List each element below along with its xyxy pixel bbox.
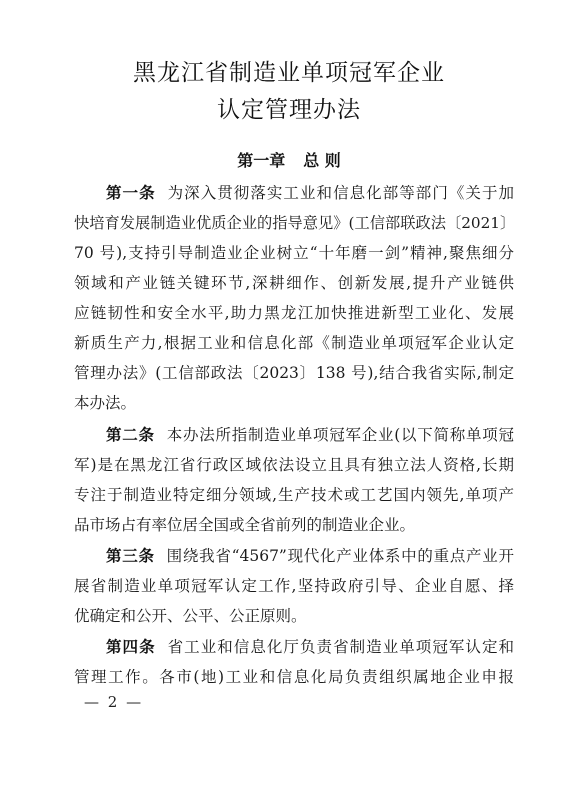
article-3-label: 第三条 — [106, 547, 155, 565]
article-2-label: 第二条 — [106, 426, 155, 444]
article-1-line-8: 本办法。 — [74, 394, 137, 412]
article-4-line-2: 管理工作。各市(地)工业和信息化局负责组织属地企业申报 — [74, 668, 514, 686]
article-1-text-1: 为深入贯彻落实工业和信息化部等部门《关于加 — [167, 184, 514, 202]
article-1-line-2: 快培育发展制造业优质企业的指导意见》(工信部联政法〔2021〕 — [74, 214, 516, 232]
chapter-number: 第一章 — [237, 151, 286, 170]
article-1-line-5: 应链韧性和安全水平,助力黑龙江加快推进新型工业化、发展 — [74, 304, 514, 322]
article-1-line-3: 70 号),支持引导制造业企业树立“十年磨一剑”精神,聚焦细分 — [74, 244, 514, 262]
document-title-line-1: 黑龙江省制造业单项冠军企业 — [133, 60, 445, 86]
article-2-line-4: 品市场占有率位居全国或全省前列的制造业企业。 — [74, 516, 416, 534]
article-4-label: 第四条 — [106, 638, 156, 656]
article-1-label: 第一条 — [106, 184, 156, 202]
article-3-line-1 — [106, 541, 514, 571]
article-2-line-2: 军)是在黑龙江省行政区域依法设立且具有独立法人资格,长期 — [74, 456, 514, 474]
article-2-line-3: 专注于制造业特定细分领域,生产技术或工艺国内领先,单项产 — [74, 486, 514, 504]
article-3-line-3: 优确定和公开、公平、公正原则。 — [74, 607, 307, 625]
article-3-line-2: 展省制造业单项冠军认定工作,坚持政府引导、企业自愿、择 — [74, 577, 514, 595]
page-number: — 2 — — [84, 693, 144, 711]
article-1-line-7: 管理办法》(工信部政法〔2023〕138 号),结合我省实际,制定 — [74, 364, 514, 382]
chapter-name: 总 则 — [303, 151, 341, 170]
article-2-text-1: 本办法所指制造业单项冠军企业(以下简称单项冠 — [166, 426, 514, 444]
article-2-line-1 — [106, 420, 514, 450]
article-3-text-1: 围绕我省“4567”现代化产业体系中的重点产业开 — [166, 547, 514, 565]
document-title-line-2: 认定管理办法 — [217, 97, 361, 123]
chapter-heading — [0, 148, 578, 171]
article-4-line-1 — [106, 632, 514, 662]
article-1-line-6: 新质生产力,根据工业和信息化部《制造业单项冠军企业认定 — [74, 334, 514, 352]
article-4-text-1: 省工业和信息化厅负责省制造业单项冠军认定和 — [167, 638, 514, 656]
article-1-line-4: 领域和产业链关键环节,深耕细作、创新发展,提升产业链供 — [74, 274, 514, 292]
article-1-line-1 — [106, 178, 514, 208]
